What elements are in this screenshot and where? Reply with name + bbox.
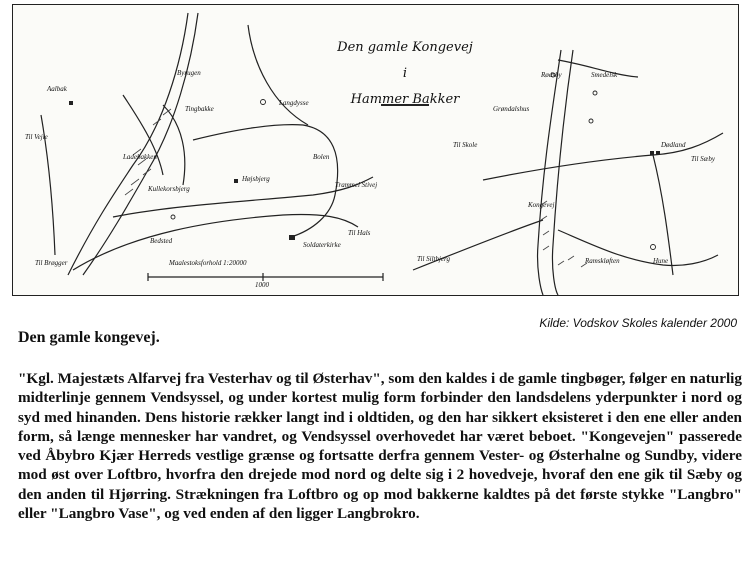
map-label: Til Vejle — [25, 133, 48, 141]
map-label: Soldaterkirke — [303, 241, 341, 249]
map-label: Byrugen — [177, 69, 201, 77]
map-title — [315, 35, 495, 113]
map-label: Hune — [653, 257, 669, 265]
map-label: Bolen — [313, 153, 330, 161]
map-road — [123, 95, 163, 175]
map-label: Trammel Stivej — [335, 181, 378, 189]
source-caption: Kilde: Vodskov Skoles kalender 2000 — [539, 316, 737, 330]
map-label: Rødsby — [541, 71, 562, 79]
map-label: Bedsted — [150, 237, 173, 245]
map-label: Langdysse — [279, 99, 309, 107]
map-road — [248, 25, 308, 125]
map-label: Kongevej — [528, 201, 555, 209]
map-label: Til Sæby — [691, 155, 715, 163]
map-label: Til Hals — [348, 229, 371, 237]
map-road — [68, 13, 188, 275]
map-label: Til Brøgger — [35, 259, 68, 267]
map-label: Smedelsk — [591, 71, 618, 79]
map-road — [163, 105, 185, 185]
map-label: Maalestoksforhold 1:20000 — [169, 259, 247, 267]
map-label: Dødland — [661, 141, 686, 149]
body-paragraph: "Kgl. Majestæts Alfarvej fra Vesterhav og til Østerhav", som den kaldes i de gamle tingbøger, følger en naturlig midterlinje gennem Vendsyssel, og under kortest mulig form forbinder den landsdelens yderpunkter i nord og syd med hinanden. Dens historie rækker langt ind i oldtiden, og den har sikkert eksisteret i den ene eller anden form, så længe mennesker har vandret, og Vendsyssel overhovedet har været beboet. "Kongevejen" passerede ved Åbybro Kjær Herreds vestlige grænse og fortsatte derfra gennem Vester- og Østerhalne og Sundby, videre mod øst over Loftbro, hvorfra den drejede mod nord og delte sig i 2 hovedveje, hvoraf den ene gik til Sæby og den anden til Hjørring. Strækningen fra Loftbro og op mod bakkerne kaldtes på det første stykke "Langbro" eller "Langbro Vase", og ved enden af den ligger Langbrokro. — [18, 370, 742, 523]
map-label: Grøndalshus — [493, 105, 530, 113]
map-label: Til Siltbjerg — [417, 255, 450, 263]
map-label: Aalbak — [47, 85, 67, 93]
map-label: Til Skole — [453, 141, 478, 149]
map-road — [483, 133, 723, 180]
map-label: 1000 — [255, 281, 269, 289]
map-label: Tingbakke — [185, 105, 214, 113]
map-figure — [12, 4, 739, 296]
map-road — [538, 50, 561, 295]
map-label: Kullekorsbjerg — [148, 185, 190, 193]
map-label: Ramskløften — [585, 257, 620, 265]
section-heading: Den gamle kongevej. — [18, 329, 160, 346]
map-title-line3: Hammer Bakker — [350, 92, 460, 107]
map-road — [558, 230, 718, 266]
map-title-line2: i — [402, 66, 408, 81]
map-label: Ladebakken — [123, 153, 157, 161]
map-label: Højsbjerg — [242, 175, 270, 183]
map-title-line1: Den gamle Kongevej — [337, 40, 473, 55]
